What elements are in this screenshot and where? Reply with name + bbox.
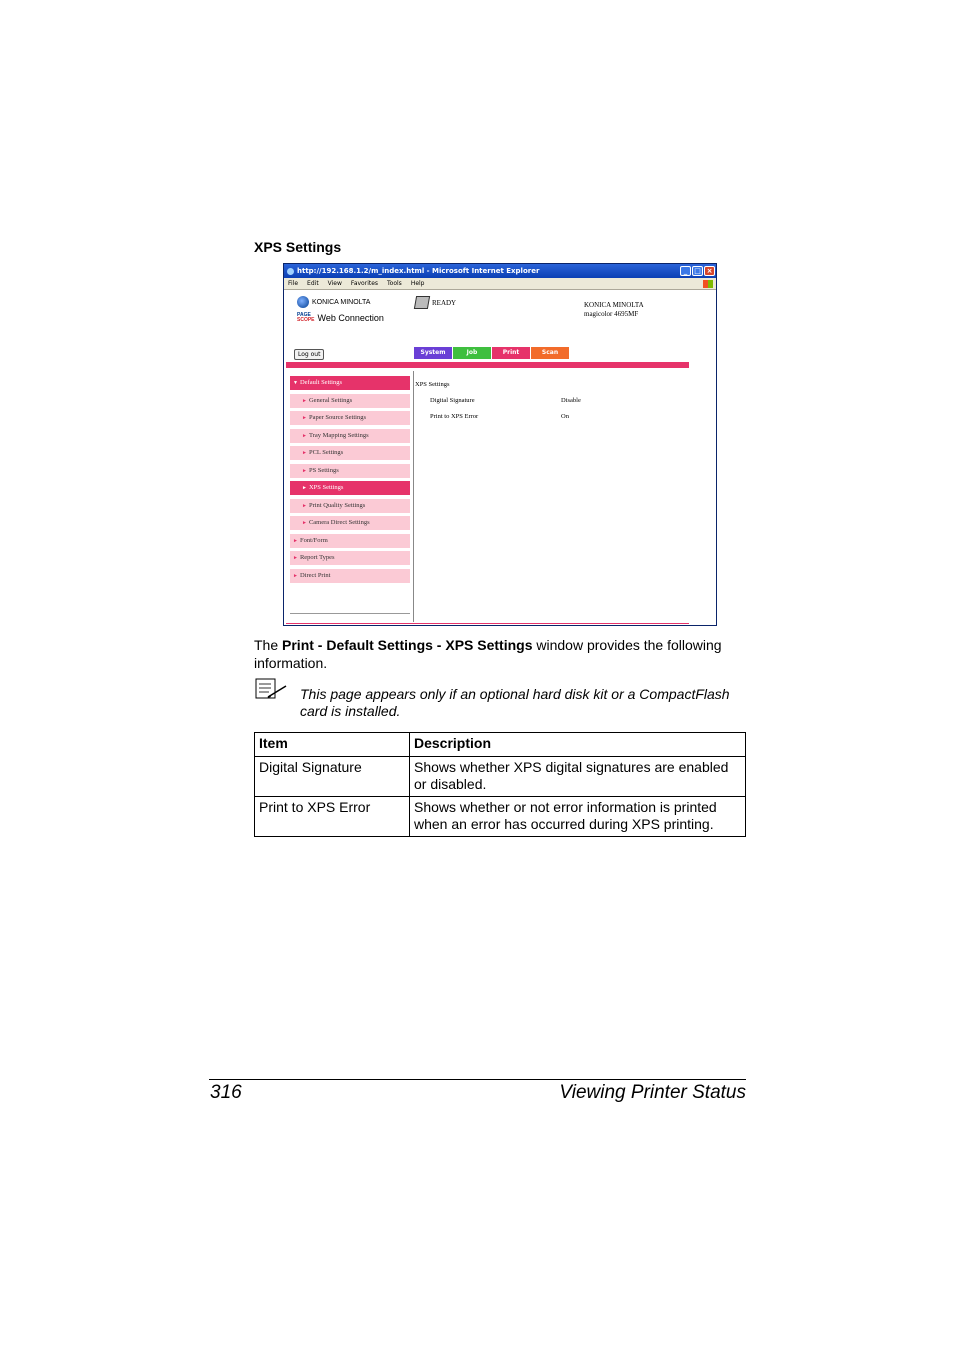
menu-edit[interactable]: Edit bbox=[307, 280, 319, 287]
tab-system[interactable]: System bbox=[414, 347, 452, 359]
menu-help[interactable]: Help bbox=[410, 280, 425, 287]
note-text: This page appears only if an optional hard disk kit or a CompactFlash card is installed. bbox=[300, 686, 730, 719]
nav-ps-settings[interactable]: ► PS Settings bbox=[290, 464, 410, 478]
menu-favorites[interactable]: Favorites bbox=[350, 280, 379, 287]
arrow-right-icon: ► bbox=[302, 468, 307, 474]
arrow-right-icon: ► bbox=[302, 416, 307, 421]
table-cell-description: Shows whether or not error information is printed when an error has occurred during XPS printing. bbox=[410, 797, 746, 837]
nav-paper-source-settings[interactable]: ► Paper Source Settings bbox=[290, 411, 410, 425]
printer-icon bbox=[414, 296, 430, 309]
page-number: 316 bbox=[210, 1082, 242, 1103]
nav-general-settings[interactable]: ► General Settings bbox=[290, 394, 410, 408]
setting-label: Print to XPS Error bbox=[430, 413, 479, 420]
nav-direct-print[interactable]: ► Direct Print bbox=[290, 569, 410, 583]
browser-window bbox=[283, 263, 717, 626]
menu-view[interactable]: View bbox=[327, 280, 342, 287]
pagescope-logo bbox=[297, 313, 384, 323]
nav-divider bbox=[290, 613, 410, 614]
footer-rule bbox=[209, 1079, 746, 1080]
main-tabs bbox=[414, 347, 570, 359]
logout-button[interactable]: Log out bbox=[294, 349, 324, 360]
nav-report-types[interactable]: ► Report Types bbox=[290, 551, 410, 565]
nav-default-settings[interactable]: ▼ Default Settings bbox=[290, 376, 410, 390]
column-header-item: Item bbox=[255, 733, 410, 757]
nav-xps-settings[interactable]: ► XPS Settings bbox=[290, 481, 410, 495]
web-connection-label: Web Connection bbox=[317, 313, 384, 323]
menu-tools[interactable]: Tools bbox=[387, 280, 402, 287]
konica-minolta-logo bbox=[297, 296, 370, 308]
arrow-right-icon: ► bbox=[302, 486, 307, 491]
device-model: magicolor 4695MF bbox=[584, 310, 639, 318]
table-cell-item: Print to XPS Error bbox=[255, 797, 410, 837]
internet-explorer-icon bbox=[287, 268, 294, 275]
arrow-right-icon: ► bbox=[302, 521, 307, 526]
side-navigation bbox=[290, 376, 410, 586]
maximize-button[interactable]: □ bbox=[692, 266, 703, 276]
tab-print[interactable]: Print bbox=[492, 347, 530, 359]
setting-label: Digital Signature bbox=[430, 397, 475, 404]
brand-name: KONICA MINOLTA bbox=[312, 298, 371, 306]
arrow-right-icon: ► bbox=[302, 398, 307, 404]
info-table bbox=[254, 732, 746, 837]
windows-logo-icon bbox=[703, 280, 713, 288]
table-row bbox=[255, 797, 746, 837]
globe-icon bbox=[297, 296, 309, 308]
device-info bbox=[584, 301, 644, 319]
arrow-right-icon: ► bbox=[293, 556, 298, 561]
device-brand: KONICA MINOLTA bbox=[584, 301, 644, 309]
setting-value: On bbox=[561, 413, 569, 420]
nav-pcl-settings[interactable]: ► PCL Settings bbox=[290, 446, 410, 460]
setting-value: Disable bbox=[561, 397, 581, 404]
settings-row bbox=[415, 413, 581, 429]
column-header-description: Description bbox=[410, 733, 746, 757]
arrow-right-icon: ► bbox=[293, 573, 298, 579]
chapter-title: Viewing Printer Status bbox=[559, 1082, 746, 1103]
nav-tray-mapping-settings[interactable]: ► Tray Mapping Settings bbox=[290, 429, 410, 443]
arrow-down-icon: ▼ bbox=[293, 381, 298, 386]
table-row bbox=[255, 757, 746, 797]
section-heading: XPS Settings bbox=[254, 239, 342, 255]
tab-scan[interactable]: Scan bbox=[531, 347, 569, 359]
minimize-button[interactable]: _ bbox=[680, 266, 691, 276]
arrow-right-icon: ► bbox=[302, 451, 307, 456]
pagescope-icon: PAGE SCOPE bbox=[297, 312, 315, 323]
table-header-row bbox=[255, 733, 746, 757]
tab-job[interactable]: Job bbox=[453, 347, 491, 359]
footer-divider bbox=[286, 623, 689, 624]
settings-title: XPS Settings bbox=[415, 381, 450, 388]
close-button[interactable]: × bbox=[704, 266, 715, 276]
settings-row bbox=[415, 397, 581, 413]
menu-bar bbox=[284, 278, 716, 290]
menu-file[interactable]: File bbox=[288, 280, 299, 287]
nav-font-form[interactable]: ► Font/Form bbox=[290, 534, 410, 548]
window-title: http://192.168.1.2/m_index.html - Microsoft Internet Explorer bbox=[297, 267, 540, 275]
arrow-right-icon: ► bbox=[302, 433, 307, 439]
frame-divider bbox=[413, 371, 414, 622]
web-content bbox=[284, 291, 716, 625]
note-icon bbox=[254, 678, 288, 700]
nav-print-quality-settings[interactable]: ► Print Quality Settings bbox=[290, 499, 410, 513]
table-cell-item: Digital Signature bbox=[255, 757, 410, 797]
settings-panel bbox=[415, 381, 581, 429]
table-cell-description: Shows whether XPS digital signatures are enabled or disabled. bbox=[410, 757, 746, 797]
header-divider bbox=[286, 362, 689, 368]
arrow-right-icon: ► bbox=[302, 503, 307, 509]
description-paragraph: The Print - Default Settings - XPS Settings window provides the following information. bbox=[254, 637, 722, 671]
arrow-right-icon: ► bbox=[293, 538, 298, 544]
nav-camera-direct-settings[interactable]: ► Camera Direct Settings bbox=[290, 516, 410, 530]
printer-status: READY bbox=[432, 299, 457, 307]
title-bar bbox=[284, 264, 716, 278]
